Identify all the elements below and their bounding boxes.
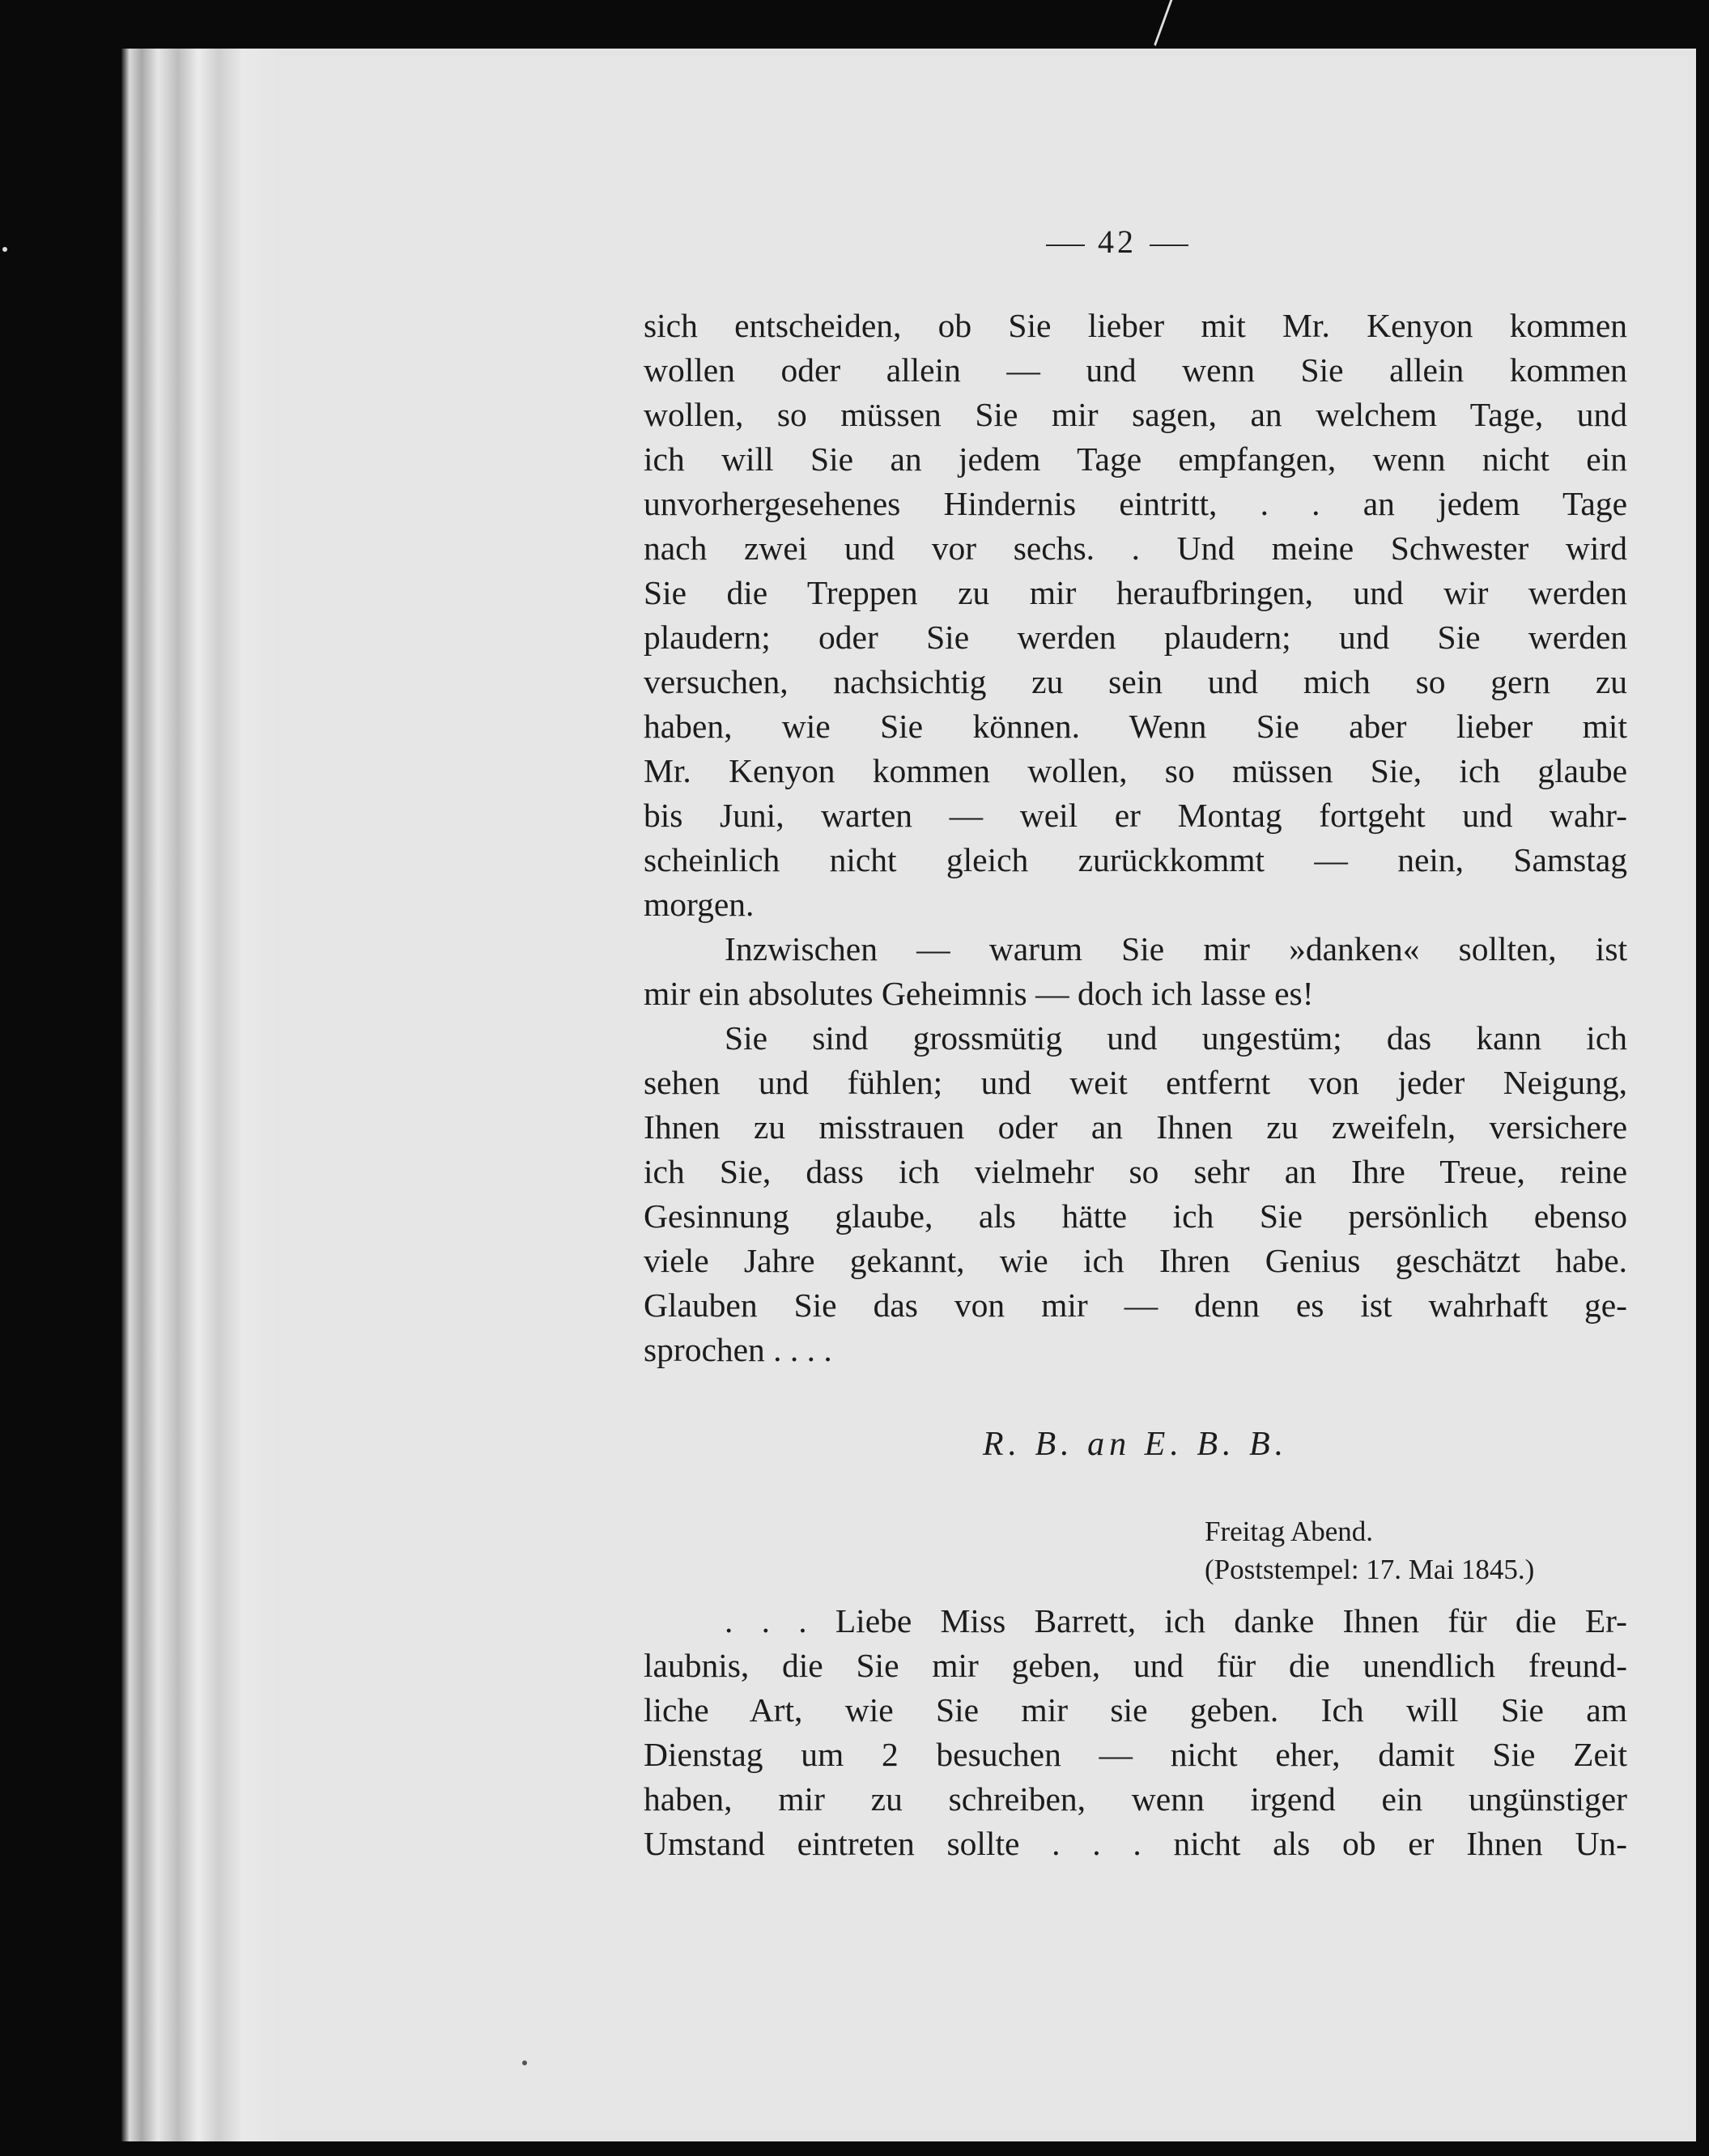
body-text-continued bbox=[644, 304, 1627, 1372]
letter-dateline bbox=[1205, 1512, 1534, 1588]
text-line: scheinlich nicht gleich zurückkommt — nein, Samstag bbox=[644, 841, 1627, 878]
text-line: Umstand eintreten sollte . . . nicht als ob er Ihnen Un- bbox=[644, 1825, 1627, 1862]
letter-heading: R. B. an E. B. B. bbox=[982, 1426, 1289, 1463]
paragraph bbox=[644, 1599, 1627, 1866]
page-number: 42 bbox=[1098, 223, 1137, 260]
text-line: haben, wie Sie können. Wenn Sie aber lieber mit bbox=[644, 708, 1627, 745]
text-line: Ihnen zu misstrauen oder an Ihnen zu zweifeln, versichere bbox=[644, 1108, 1627, 1146]
text-line: haben, mir zu schreiben, wenn irgend ein ungünstiger bbox=[644, 1780, 1627, 1818]
text-line: Mr. Kenyon kommen wollen, so müssen Sie, ich glaube bbox=[644, 752, 1627, 789]
text-line: ich Sie, dass ich vielmehr so sehr an Ihre Treue, reine bbox=[644, 1153, 1627, 1190]
scan-speck bbox=[2, 247, 7, 252]
header-dash-left bbox=[1046, 245, 1085, 246]
text-line: plaudern; oder Sie werden plaudern; und Sie werden bbox=[644, 619, 1627, 656]
text-line: Sie sind grossmütig und ungestüm; das kann ich bbox=[725, 1019, 1627, 1057]
dateline-postmark: (Poststempel: 17. Mai 1845.) bbox=[1205, 1554, 1535, 1585]
paragraph bbox=[644, 927, 1627, 1016]
text-line: Sie die Treppen zu mir heraufbringen, und wir werden bbox=[644, 574, 1627, 611]
text-line: Inzwischen — warum Sie mir »danken« sollten, ist bbox=[725, 930, 1627, 967]
text-line: ich will Sie an jedem Tage empfangen, wenn nicht ein bbox=[644, 440, 1627, 478]
text-line: morgen. bbox=[644, 886, 755, 923]
scan-speck bbox=[522, 2060, 527, 2065]
text-line: mir ein absolutes Geheimnis — doch ich lasse es! bbox=[644, 975, 1314, 1012]
text-line: viele Jahre gekannt, wie ich Ihren Genius geschätzt habe. bbox=[644, 1242, 1627, 1279]
paragraph-continuation bbox=[644, 304, 1627, 927]
text-line: nach zwei und vor sechs. . Und meine Schwester wird bbox=[644, 529, 1627, 567]
text-line: bis Juni, warten — weil er Montag fortgeht und wahr- bbox=[644, 797, 1627, 834]
text-line: versuchen, nachsichtig zu sein und mich so gern zu bbox=[644, 663, 1627, 700]
text-line: sehen und fühlen; und weit entfernt von jeder Neigung, bbox=[644, 1064, 1627, 1101]
text-line: . . . Liebe Miss Barrett, ich danke Ihnen für die Er- bbox=[725, 1602, 1627, 1639]
text-line: Dienstag um 2 besuchen — nicht eher, damit Sie Zeit bbox=[644, 1736, 1627, 1773]
text-line: wollen, so müssen Sie mir sagen, an welchem Tage, und bbox=[644, 396, 1627, 433]
header-dash-right bbox=[1150, 245, 1188, 246]
dateline-day: Freitag Abend. bbox=[1205, 1516, 1374, 1547]
text-line: Glauben Sie das von mir — denn es ist wahrhaft ge- bbox=[644, 1286, 1627, 1324]
text-line: liche Art, wie Sie mir sie geben. Ich will Sie am bbox=[644, 1691, 1627, 1729]
text-line: sich entscheiden, ob Sie lieber mit Mr. Kenyon kommen bbox=[644, 307, 1627, 344]
text-line: unvorhergesehenes Hindernis eintritt, . . an jedem Tage bbox=[644, 485, 1627, 522]
paragraph bbox=[644, 1016, 1627, 1372]
letter-body bbox=[644, 1599, 1627, 1866]
text-line: wollen oder allein — und wenn Sie allein kommen bbox=[644, 351, 1627, 389]
text-line: laubnis, die Sie mir geben, und für die unendlich freund- bbox=[644, 1647, 1627, 1684]
text-line: sprochen . . . . bbox=[644, 1331, 832, 1368]
text-line: Gesinnung glaube, als hätte ich Sie persönlich ebenso bbox=[644, 1197, 1627, 1235]
page-number-header bbox=[996, 223, 1239, 261]
